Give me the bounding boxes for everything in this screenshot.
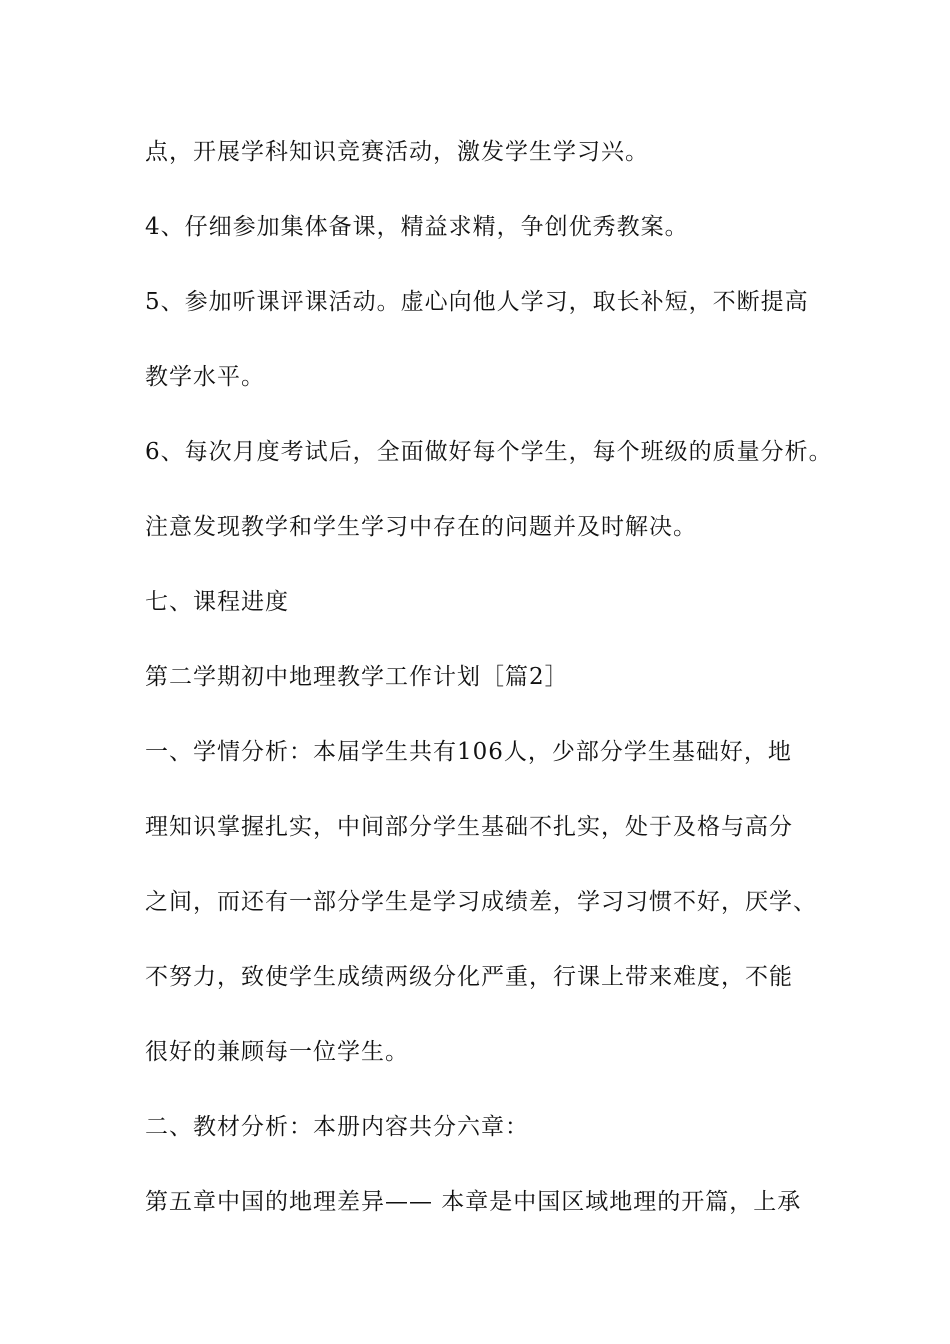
text-line: 4、仔细参加集体备课，精益求精，争创优秀教案。: [145, 214, 689, 240]
document-title: 第二学期初中地理教学工作计划［篇2］: [145, 664, 569, 690]
text-line: 很好的兼顾每一位学生。: [145, 1039, 409, 1065]
text-line: 教学水平。: [145, 364, 265, 390]
text-line: 一、学情分析：本届学生共有106人，少部分学生基础好，地: [145, 739, 792, 765]
text-line: 第五章中国的地理差异—— 本章是中国区域地理的开篇，上承: [145, 1189, 802, 1215]
text-line: 注意发现教学和学生学习中存在的问题并及时解决。: [145, 514, 697, 540]
section-heading: 七、课程进度: [145, 589, 289, 615]
text-line: 之间，而还有一部分学生是学习成绩差，学习习惯不好，厌学、: [145, 889, 817, 915]
text-line: 不努力，致使学生成绩两级分化严重，行课上带来难度，不能: [145, 964, 793, 990]
text-line: 二、教材分析：本册内容共分六章：: [145, 1114, 529, 1140]
text-line: 点，开展学科知识竞赛活动，激发学生学习兴。: [145, 139, 649, 165]
text-line: 理知识掌握扎实，中间部分学生基础不扎实，处于及格与高分: [145, 814, 793, 840]
text-line: 6、每次月度考试后，全面做好每个学生，每个班级的质量分析。: [145, 439, 833, 465]
text-line: 5、参加听课评课活动。虚心向他人学习，取长补短，不断提高: [145, 289, 809, 315]
